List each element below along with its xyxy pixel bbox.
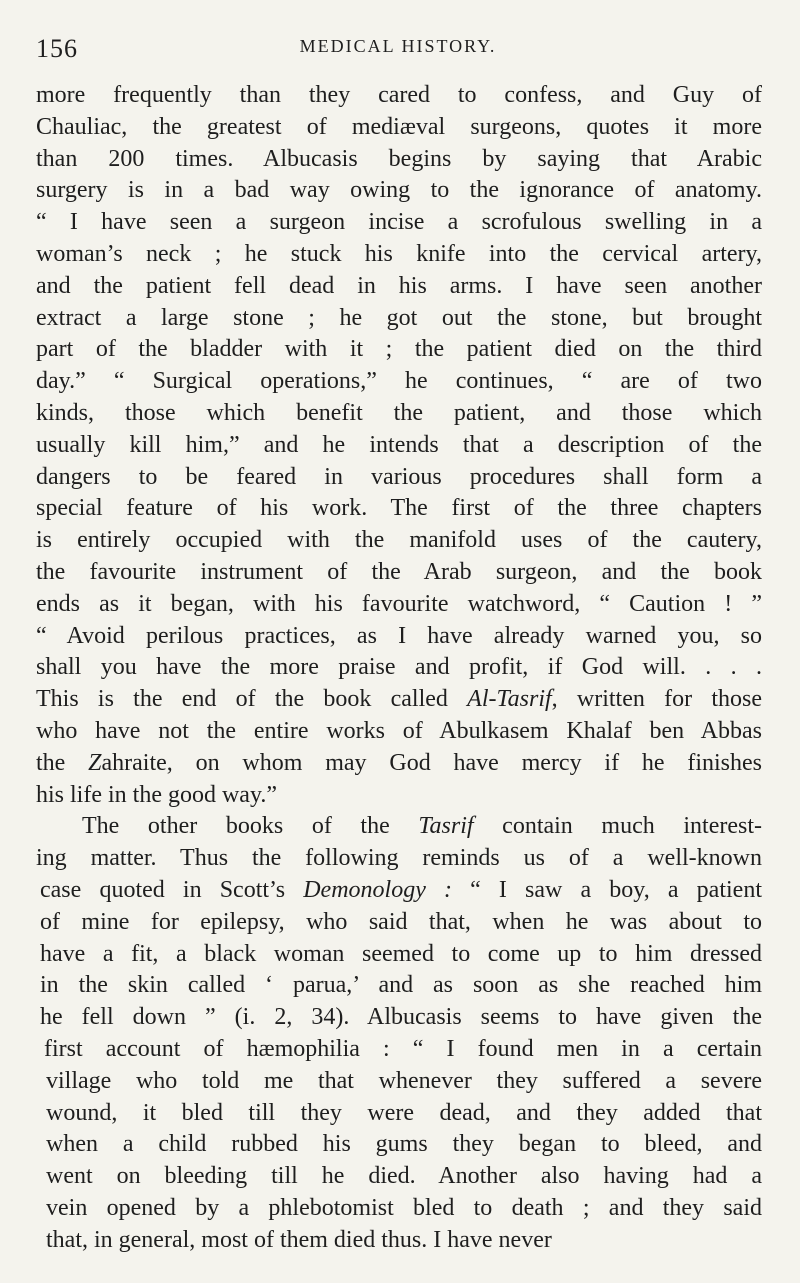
page-header: [36, 30, 760, 64]
text-line: [36, 1193, 762, 1225]
line-text: woman’s neck ; he stuck his knife into the cervical artery,: [36, 240, 762, 267]
text-line: [36, 875, 762, 907]
running-head: MEDICAL HISTORY.: [299, 36, 497, 56]
line-text: “ Avoid perilous practices, as I have already warned you, so: [36, 622, 762, 649]
text-line: [36, 175, 762, 207]
line-text: special feature of his work. The first of the three chapters: [36, 495, 762, 522]
text-line: [36, 462, 762, 494]
text-line: [36, 1066, 762, 1098]
page-number: 156: [36, 34, 78, 63]
text-line: [36, 303, 762, 335]
line-text: “ I saw a boy, a patient: [451, 876, 762, 903]
italic-title: Al-Tasrif: [467, 686, 552, 713]
text-line: [36, 557, 762, 589]
line-text: This is the end of the book called: [36, 686, 468, 713]
line-text: who have not the entire works of Abulkasem Khalaf ben Abbas: [36, 717, 762, 744]
text-line: [36, 1161, 762, 1193]
line-text: , written for those: [551, 686, 762, 713]
line-text: case quoted in Scott’s: [40, 876, 304, 903]
text-line: [36, 970, 762, 1002]
line-text: kinds, those which benefit the patient, and those which: [36, 399, 762, 426]
line-text: his life in the good way.”: [36, 781, 278, 808]
line-text: that, in general, most of them died thus. I have never: [46, 1226, 552, 1253]
line-text: when a child rubbed his gums they began to bleed, and: [46, 1131, 762, 1158]
text-line: [36, 780, 762, 812]
text-line: [36, 80, 762, 112]
italic-title: Tasrif: [418, 813, 474, 840]
text-line: [36, 748, 762, 780]
line-text: usually kill him,” and he intends that a description of the: [36, 431, 762, 458]
line-text: first account of hæmophilia : “ I found men in a certain: [44, 1035, 762, 1062]
line-text: day.” “ Surgical operations,” he continues, “ are of two: [36, 368, 762, 395]
line-text: wound, it bled till they were dead, and they added that: [46, 1099, 762, 1126]
line-text: surgery is in a bad way owing to the ignorance of anatomy.: [36, 177, 762, 204]
text-line: [36, 652, 762, 684]
body-text: [36, 80, 762, 1256]
text-line: [36, 112, 762, 144]
text-line: [36, 239, 762, 271]
text-line: [36, 430, 762, 462]
text-line: [36, 334, 762, 366]
line-text: shall you have the more praise and profit, if God will. . . .: [36, 654, 762, 681]
line-text: the favourite instrument of the Arab surgeon, and the book: [36, 558, 762, 585]
text-line: [36, 1225, 762, 1257]
text-line: [36, 207, 762, 239]
text-line: [36, 144, 762, 176]
line-text: in the skin called ‘ parua,’ and as soon as she reached him: [40, 972, 762, 999]
line-text: ends as it began, with his favourite watchword, “ Caution ! ”: [36, 590, 762, 617]
line-text: have a fit, a black woman seemed to come up to him dressed: [40, 940, 762, 967]
line-text: vein opened by a phlebotomist bled to death ; and they said: [46, 1194, 762, 1221]
italic-title: Z: [88, 749, 102, 776]
text-line: [36, 493, 762, 525]
text-line: [36, 366, 762, 398]
text-line: [36, 1098, 762, 1130]
text-line: [36, 684, 762, 716]
text-line: [36, 1129, 762, 1161]
text-line: [36, 907, 762, 939]
text-line: [36, 843, 762, 875]
line-text: ahraite, on whom may God have mercy if he finishes: [101, 749, 762, 776]
text-line: [36, 1034, 762, 1066]
line-text: dangers to be feared in various procedures shall form a: [36, 463, 762, 490]
text-line: [36, 621, 762, 653]
text-line: [36, 398, 762, 430]
line-text: is entirely occupied with the manifold uses of the cautery,: [36, 527, 762, 554]
line-text: the: [36, 749, 89, 776]
line-text: went on bleeding till he died. Another also having had a: [46, 1163, 762, 1190]
text-line: [36, 589, 762, 621]
line-text: and the patient fell dead in his arms. I have seen another: [36, 272, 762, 299]
italic-title: Demonology :: [303, 876, 452, 903]
line-text: more frequently than they cared to confess, and Guy of: [36, 82, 762, 108]
line-text: Chauliac, the greatest of mediæval surgeons, quotes it more: [36, 113, 762, 140]
line-text: The other books of the: [82, 813, 419, 840]
line-text: he fell down ” (i. 2, 34). Albucasis seems to have given the: [40, 1004, 762, 1031]
line-text: extract a large stone ; he got out the stone, but brought: [36, 304, 762, 331]
line-text: contain much interest-: [473, 813, 762, 840]
text-line: [36, 811, 762, 843]
line-text: than 200 times. Albucasis begins by saying that Arabic: [36, 145, 762, 172]
text-line: [36, 1002, 762, 1034]
text-line: [36, 716, 762, 748]
text-line: [36, 271, 762, 303]
text-line: [36, 939, 762, 971]
line-text: ing matter. Thus the following reminds us of a well-known: [36, 845, 762, 872]
line-text: of mine for epilepsy, who said that, when he was about to: [40, 908, 762, 935]
text-line: [36, 525, 762, 557]
line-text: part of the bladder with it ; the patient died on the third: [36, 336, 762, 363]
line-text: “ I have seen a surgeon incise a scrofulous swelling in a: [36, 209, 762, 236]
line-text: village who told me that whenever they suffered a severe: [46, 1067, 762, 1094]
